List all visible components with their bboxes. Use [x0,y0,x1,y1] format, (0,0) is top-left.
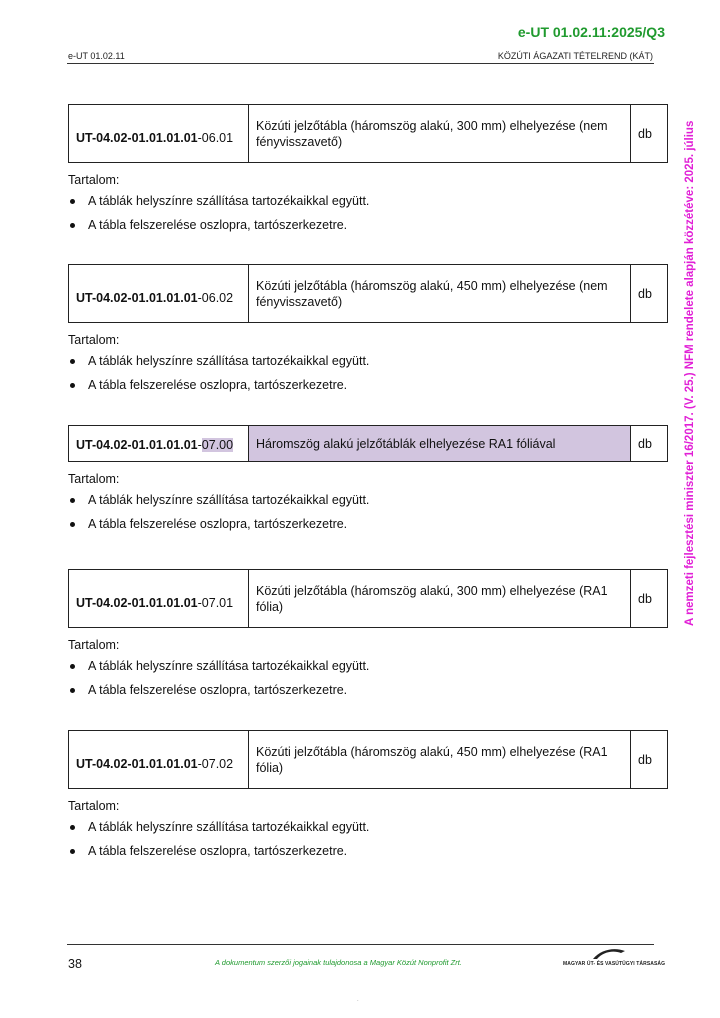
side-publication-note: A nemzeti fejlesztési miniszter 16/2017. (V. 25.) NFM rendelete alapján közzétéve: 2025. július [684,120,696,626]
item-table [68,425,668,462]
content-list [68,193,670,241]
item-block [68,425,670,540]
item-code: UT-04.02-01.01.01.01-07.01 [69,570,249,628]
header-left-code: e-UT 01.02.11 [68,51,125,61]
content-list [68,353,670,401]
item-code: UT-04.02-01.01.01.01-06.02 [69,265,249,323]
logo-swoosh-icon [591,947,627,961]
list-item: A táblák helyszínre szállítása tartozékaikkal együtt. [68,193,670,217]
logo-text: MAGYAR ÚT- ÉS VASÚTÜGYI TÁRSASÁG [563,961,666,967]
list-item: A táblák helyszínre szállítása tartozékaikkal együtt. [68,492,670,516]
list-item: A tábla felszerelése oszlopra, tartószerkezetre. [68,516,670,540]
item-code: UT-04.02-01.01.01.01-06.01 [69,105,249,163]
list-item: A tábla felszerelése oszlopra, tartószerkezetre. [68,217,670,241]
item-description: Közúti jelzőtábla (háromszög alakú, 300 mm) elhelyezése (RA1 fólia) [249,570,631,628]
content-list [68,819,670,867]
copyright-note: A dokumentum szerzői jogainak tulajdonosa a Magyar Közút Nonprofit Zrt. [215,958,462,967]
footer-divider [67,944,654,945]
list-item: A tábla felszerelése oszlopra, tartószerkezetre. [68,682,670,706]
list-item: A táblák helyszínre szállítása tartozékaikkal együtt. [68,819,670,843]
list-item: A tábla felszerelése oszlopra, tartószerkezetre. [68,843,670,867]
item-unit: db [631,570,668,628]
content-label: Tartalom: [68,173,120,187]
item-table [68,569,668,628]
content-label: Tartalom: [68,472,120,486]
item-table [68,730,668,789]
item-description: Háromszög alakú jelzőtáblák elhelyezése RA1 fóliával [249,426,631,462]
item-unit: db [631,731,668,789]
content-label: Tartalom: [68,333,120,347]
list-item: A táblák helyszínre szállítása tartozékaikkal együtt. [68,658,670,682]
list-item: A táblák helyszínre szállítása tartozékaikkal együtt. [68,353,670,377]
page-mark: . [357,997,359,1003]
item-block [68,730,670,867]
item-unit: db [631,426,668,462]
header-title: KÖZÚTI ÁGAZATI TÉTELREND (KÁT) [497,51,653,61]
content-label: Tartalom: [68,638,120,652]
item-block [68,569,670,706]
item-code: UT-04.02-01.01.01.01-07.02 [69,731,249,789]
item-description: Közúti jelzőtábla (háromszög alakú, 450 mm) elhelyezése (nem fényvisszavető) [249,265,631,323]
content-list [68,658,670,706]
content-label: Tartalom: [68,799,120,813]
highlighted-code-segment: 07.00 [201,438,234,452]
item-code: UT-04.02-01.01.01.01-07.00 [69,426,249,462]
list-item: A tábla felszerelése oszlopra, tartószerkezetre. [68,377,670,401]
header-divider [67,63,654,64]
item-description: Közúti jelzőtábla (háromszög alakú, 450 mm) elhelyezése (RA1 fólia) [249,731,631,789]
document-code: e-UT 01.02.11:2025/Q3 [517,24,665,40]
item-description: Közúti jelzőtábla (háromszög alakú, 300 mm) elhelyezése (nem fényvisszavető) [249,105,631,163]
content-list [68,492,670,540]
item-unit: db [631,105,668,163]
item-block [68,104,670,241]
item-table [68,264,668,323]
item-block [68,264,670,401]
company-logo [563,947,666,971]
item-unit: db [631,265,668,323]
page-number: 38 [68,957,82,971]
item-table [68,104,668,163]
